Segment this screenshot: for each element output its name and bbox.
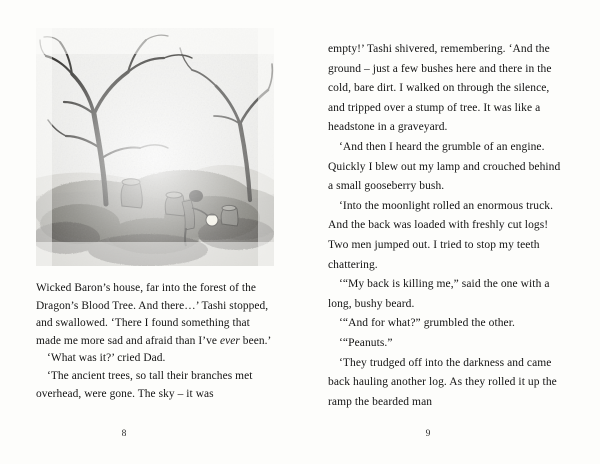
paragraph-emphasis: ever [219, 334, 240, 347]
paragraph: ‘“And for what?” grumbled the other. [339, 317, 515, 330]
left-page-text [36, 280, 274, 403]
paragraph: ‘The ancient trees, so tall their branches met overhead, were gone. The sky – it was [36, 369, 253, 400]
paragraph: ‘Into the moonlight rolled an enormous truck. And the back was loaded with freshly cut logs! Two men jumped out. I tried to stop my teeth chattering. [328, 199, 554, 271]
paragraph-text: Wicked Baron’s house, far into the forest of the Dragon’s Blood Tree. And there…’ Tashi stopped, and swallowed. ‘There I found something that made me more sad and afraid than I’ve [36, 282, 269, 347]
page-number-right: 9 [425, 429, 431, 439]
illustration-artwork [36, 28, 274, 266]
right-page-text [328, 40, 566, 412]
paragraph: ‘“My back is killing me,” said the one with a long, bushy beard. [328, 278, 550, 310]
paragraph: ‘“Peanuts.” [339, 336, 393, 349]
page-number-left: 8 [121, 429, 127, 439]
paragraph: ‘And then I heard the grumble of an engine. Quickly I blew out my lamp and crouched behind a small gooseberry bush. [328, 140, 561, 193]
paragraph [36, 280, 274, 350]
forest-clearing-illustration [36, 28, 274, 266]
paragraph: empty!’ Tashi shivered, remembering. ‘And the ground – just a few bushes here and there in the cold, bare dirt. I walked on through the silence, and tripped over a stump of tree. It was like a headstone in a graveyard. [328, 43, 552, 134]
paragraph: ‘What was it?’ cried Dad. [47, 352, 166, 365]
paragraph: ‘They trudged off into the darkness and came back hauling another log. As they rolled it up the ramp the bearded man [328, 356, 557, 408]
paragraph-text-after: been.’ [239, 334, 272, 347]
right-page [300, 0, 600, 464]
